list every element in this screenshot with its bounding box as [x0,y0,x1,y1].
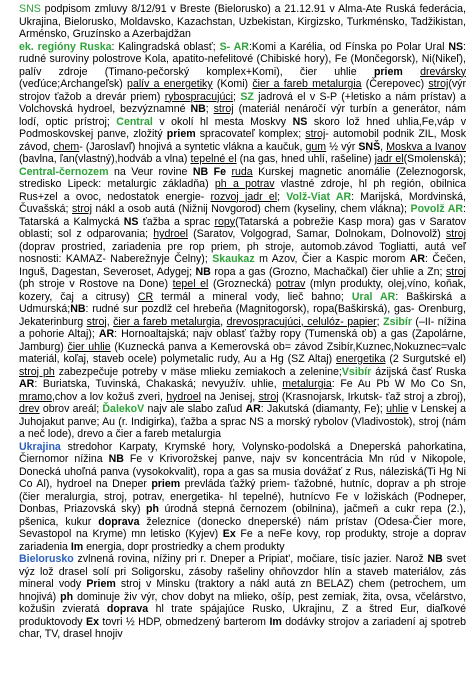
text-run: SNŠ [358,140,381,153]
text-run: , [380,140,387,153]
text-run: Priem [86,578,116,590]
text-run: ½ výr [326,140,359,153]
text-run: čier a fareb metalurgia [113,315,221,328]
text-run: NS [292,115,308,128]
text-run: (Saratov, Volgograd, Samar, Dolnokam, Dolnovolž) [188,228,446,240]
text-run: na Veur rovine [108,165,193,178]
text-run: čier a fareb metalurgia [252,78,362,90]
text-run: stroj v Minsku (traktory a nákl autá zn BELAZ) chem (petrochem, um hnojivá) [19,578,466,603]
text-run: : Kalingradská oblasť; [111,40,220,53]
text-run: NB [190,103,206,115]
text-run: : Jakutská (diamanty, Fe); [260,403,387,415]
text-run: stroj [213,103,234,115]
text-run: (ph stroje v Rostove na Done) [19,278,173,290]
text-run: najv ale slabo zaľud [144,403,246,415]
text-run: energia, dopr prostriedky a chem produkty [83,540,285,553]
text-run: Fe v Krivorožskej panve, najv sv koncentrácia Mn rúd v Nikopole, Donecká uhoľná panva (vysokokvalit), ropa a gas sa musia dovážať z Rus, náleziská(Ti Hg Ni Co Al), hydroel na Dneper [19,453,466,490]
text-run: stroj [71,203,92,215]
text-run: stroj [258,390,279,403]
text-run: skoro lož hned uhlia,Fe,váp v Podmoskovskej panve, zložitý [19,115,466,140]
text-run: čier uhlie [67,340,111,353]
text-run: ťažba a sprac [138,215,215,228]
paragraph-russia-regions [19,41,466,441]
text-run: AR [98,328,115,340]
text-run: Moskva a Ivanov [386,140,466,153]
text-run: ph [60,590,74,603]
text-run: hl trate spájajúce Rusko, Ukrajinu, Z a štred Eur, diaľkové produktovody [19,603,466,628]
text-run: podpisom zmluvy 8/12/91 v Breste (Bielorusko) a 21.12.91 v Alma-Ate Ruská federácia, Ukrajina, Bielorusko, Moldavsko, Kazachstan, Uzbekistan, Kirgizsko, Turkménsko, Tadžikistan, Arménsko, Gruzínsko a Azerbajdžan [19,3,466,40]
text-run: termál a mineral vody, lieč bahno; [153,290,352,303]
text-run: dominuje živ výr, chov dobyt na mlieko, ošíp, pest zemiak, žita, ovsa, včelárstvo, kožušin zvieratá [19,590,466,615]
text-run: (bavlna, ľan(vlastný),hodváb a vlna) [19,153,191,165]
heading-ukrajina: Ukrajina [19,440,61,453]
heading-russia-regions: ek. regióny Ruska [19,40,112,53]
text-run: : Buriatska, Tuvinská, Chakaská; nevyužív. uhlie, [34,378,283,390]
text-run [403,66,420,78]
text-run: m Azov, Čier a Kaspic morom [254,253,410,265]
text-run: dodávky strojov a zariadení aj spotreb char, TV, drasel hnojiv [19,615,466,640]
text-run: chem [53,140,80,153]
text-run: (Komi) [212,78,253,90]
text-run: (Smolenská); [403,153,467,165]
heading-severozapad: SZ [240,90,254,103]
text-run: Im [269,615,282,628]
paragraph-bielorusko [19,553,466,641]
text-run: ropy [214,215,236,228]
text-run: Ex [86,615,99,628]
text-run: (Krasnojarsk, Irkutsk- ťaž stroj a zbroj), [278,390,466,403]
heading-vsibir: Vsibír [341,365,372,378]
text-run: stroj ph [19,365,55,378]
text-run: (materiál nenáročí výr turbín a generátor, nám lodí, optic prístroj; [19,103,466,128]
text-run: mramo [19,390,52,403]
heading-bielorusko: Bielorusko [19,553,74,565]
text-run: stroj [445,265,466,278]
text-run: :Komi a Karélia, od Fínska po Polar Ural [248,40,449,53]
text-run: priem [166,128,196,140]
text-run: potrav [275,278,306,290]
text-run: - automobil podnik ZIL, Mosk závod, [19,128,466,153]
text-run: nákl a osob autá (Nižnij Novgorod) chem (kyseliny, chem vlákna); [91,203,411,215]
text-run: (veďúce;Archangeľsk) [19,78,128,90]
text-run: ,chov a lov kožuš zveri, [51,390,167,403]
text-run: v Lenskej a Juhojakut panve; Au (r. Indigirka), ťažba a sprac NS a morský rybolov (Vladivostok), stroj (nám a neč lode), drevo a čier a fareb metalurgia [19,403,466,440]
heading-sns: SNS [19,3,41,15]
text-run: doprava [106,603,149,615]
text-run: (Kuznecká panva a Kemerovská ob= závod Zsibír,Kuznec,Nokuznec=valc materiál, koľaj, staveb ocele) polymetalic rudy, Au a Hg (SZ Altaj) [19,340,466,365]
heading-central-chernozem: Central-černozem [19,165,109,178]
text-run: AR [245,403,261,415]
text-run: stroj [86,315,107,328]
text-run: Im [70,540,84,553]
text-run: drev [19,403,40,415]
text-run: NB [70,303,86,315]
text-run: stroj [445,228,466,240]
text-run: palív a energetiky [127,78,213,90]
text-run: ; [233,90,241,103]
text-run: rozvoj jadr el [210,190,278,203]
text-run: (–II- nížina a pohorie Altaj); [19,315,467,340]
text-run: ; [376,315,384,328]
text-run: NB [108,453,124,465]
text-run: hydroel [166,390,201,403]
text-run: NS [123,215,139,228]
text-run: (Tatarská a pobrežie Kasp mora) gas v Saratov oblasti; sol z odparovania; [19,215,466,240]
heading-dalekov: ĎalekoV [102,403,145,415]
text-run: ph [146,503,159,515]
text-run: zvlnená rovina, nížiny pri r. Dneper a Pripiat', močiare, tisíc jazier. Narož [73,553,428,565]
text-run: : Baškirská a Udmurská; [19,290,467,315]
text-run: : rudné suroviny polostrove Kola, apatito-nefelitové (Chibiské hory), Fe (Mončegorsk), Ni(Nikeľ), palív zdroje (Timano-pečorský komplex+Komi), čier uhlie [19,40,466,78]
text-run: (na gas, hned uhlí, rašeline) [236,153,375,165]
text-run: na Jenisej, [200,390,259,403]
text-run: , [106,315,114,328]
text-run: rybospracujúci [164,90,234,103]
text-run: (Čerepovec) [361,78,429,90]
text-run: úrodná stepná černozem (obilnina), jačmeň a cukr repa (2.), pšenica, kukur [19,503,466,528]
paragraph-ukrajina [19,441,466,554]
text-run: (mlyn produkty, olej,víno, koňak, kozery, čaj a citrusy) [19,278,466,303]
text-run: - (Jaroslavľ) hnojivá a syntetic vlákna a kaučuk, [79,140,306,153]
text-run: spracovateľ komplex; [195,128,306,140]
text-run: priem [373,65,403,78]
text-run: metalurgia [282,378,332,390]
text-run: tepelné el [190,153,237,165]
text-run: ; [277,190,287,203]
heading-povolzh: Povolž AR [410,203,464,215]
text-run: Kurskej magnetic anomálie (Zeleznogorsk, stredisko Lipeck: metalurgic základňa) [19,165,467,190]
text-run: tovri ½ HDP, obmedzený barterom [99,615,270,628]
text-run: : Marijská, Mordvinská, Čuvašská; [19,190,467,215]
text-run: NB Fe [192,165,227,178]
text-run: svet výz lož drasel solí pri Soligorsku, zásoby rašeliny ohňovzdor hlín a staveb materiálov, zás mineral vody [19,553,466,590]
text-run: jadrová el v S-P (+letisko a nám prístav) a Volchovská hydroel, bezvýznamné [19,90,466,115]
text-run: CR [137,290,154,303]
text-run: Ex [222,528,236,540]
text-run: : Čečen, Inguš, Dagestan, Severoset, Adygej; [19,253,466,278]
text-run: zabezpečuje potreby v mäse mlieku zemiakoch a zelenine; [54,365,342,378]
text-run: ruda [231,165,253,178]
text-run: hydroel [153,228,188,240]
text-run: ; [205,103,214,115]
text-run: drevársky [420,65,466,78]
text-run: stroj [428,78,449,90]
heading-ural: Ural AR [351,290,396,303]
text-run: doprava [98,515,140,528]
text-run: vlastné zdroje, hl ph región, obilnica Rus+zel a ovoc, nedostatok energie- [19,178,466,203]
heading-central: Central [116,115,153,128]
text-run: gum [305,140,327,153]
text-run: NS [448,40,464,53]
text-run: AR [19,378,35,390]
text-run: ropa a gas (Grozno, Machačkal) čier uhlie a Zn; [210,265,446,278]
text-run: stredohor Karpaty, Krymské hory, Volynsko-podolská a Dneperská pahorkatina, Čiernomor nížina [19,440,466,465]
text-run: , [220,315,227,328]
text-run: (výr strojov ťažob a drevár priem) [19,78,466,103]
text-run: železnice (donecko dneperské) nám prístav (Odesa-Čier more, Sevastopol na Kryme) mn letisko (Kyjev) [19,515,466,540]
text-run: (2 Surgutské el) [385,353,466,365]
paragraph-sns [19,3,466,41]
text-run: obrov areál; [39,403,103,415]
heading-skaukaz: Skaukaz [212,253,255,265]
text-run: drevospracujúci, celulóz- papier [226,315,377,328]
text-run: ph a potrav [214,178,275,190]
text-run: stroj [305,128,326,140]
text-run: (Groznecká) [208,278,276,290]
text-run: jadr el [374,153,404,165]
text-run: prevláda ťažký priem- ťažobné, hutníc, doprav a ph stroje (čier meralurgia, stroj, potrav, energetika- hl tepelné), hutnícvo Fe v ložiskách (Podneper, Donbas, Priazovská sky) [19,478,466,515]
text-run: Fe a neFe kovy, rop produkty, stroje a doprav zariadenia [19,528,466,553]
heading-zsibir: Zsibír [383,315,412,328]
text-run: energetika [335,353,386,365]
text-run: : Tatarská a Kalmycká [19,203,466,228]
text-run: NB [195,265,211,278]
text-run: tepel el [172,278,209,290]
text-run: : Hornoaltajská; najv oblasť ťažby ropy (Tumenská ob) a gas (Zapolárne, Jamburg) [19,328,466,353]
text-run: uhlie [386,403,409,415]
text-run: : Fe Au Pb W Mo Co Sn, [331,378,467,390]
heading-volga-vyatka: Volž-Viat AR [286,190,352,203]
text-run: priem [151,478,181,490]
text-run: AR [409,253,426,265]
text-run: NB [427,553,443,565]
text-run: : rudné sur pozdlž cel hrebeňa (Magnitogorsk), ropa(Baškirská), gas- Orenburg, Jekaterinburg [19,303,466,328]
heading-sever: S- AR [219,40,249,53]
text-run: v okolí hl mesta Moskvy [152,115,293,128]
text-run: ázijská časť Ruska [371,365,467,378]
text-run: (doprav prostried, zariadenia pre rop priem, ph stroje, automob.závod Togliatti, autá veľ nosnosti: KAMAZ- Naberežnyje Čelny); [19,240,466,265]
